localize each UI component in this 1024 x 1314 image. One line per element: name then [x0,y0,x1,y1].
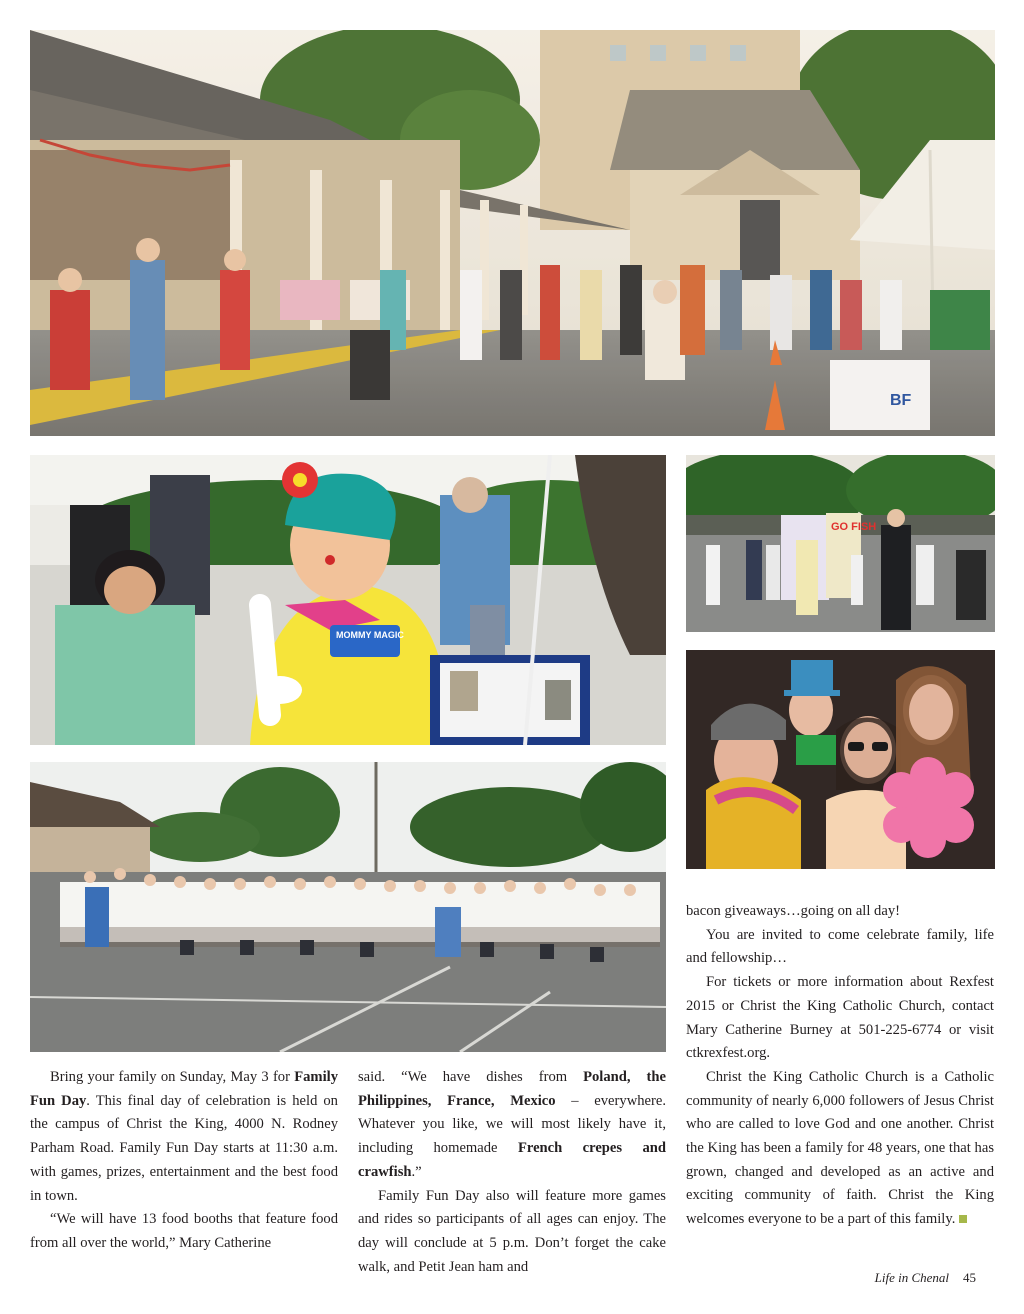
featured-food: French crepes and crawfish [358,1140,666,1180]
photo-festival-crowd [30,30,995,436]
text: – everywhere. Whatever you like, we will most likely have it, including homemade [358,1092,666,1157]
paragraph [30,1066,338,1208]
article-column-3 [686,900,994,1232]
magazine-name: Life in Chenal [874,1270,949,1285]
article-column-2 [358,1066,666,1279]
paragraph: You are invited to come celebrate family, life and fellowship… [686,926,994,967]
text: .” [411,1163,422,1180]
paragraph: Family Fun Day also will feature more games and rides so participants of all ages can enjoy. The day will conclude at 5 p.m. Don’t forget the cake walk, and Petit Jean ham and [358,1187,666,1275]
paragraph [358,1066,666,1185]
booth-sign-text: BF [890,392,912,409]
page-number: 45 [963,1270,976,1285]
paragraph: For tickets or more information about Rexfest 2015 or Christ the King Catholic Church, contact Mary Catherine Burney at 501-225-6774 or visit ctkrexfest.org. [686,974,994,1062]
paragraph [686,1066,994,1232]
end-of-article-square-icon [959,1215,967,1223]
article-column-1 [30,1066,338,1256]
page-footer [875,1270,976,1286]
paragraph: bacon giveaways…going on all day! [686,903,900,919]
paragraph: “We will have 13 food booths that feature food from all over the world,” Mary Catherine [30,1211,338,1251]
go-fish-sign-text: GO FISH [831,521,877,533]
text: Christ the King Catholic Church is a Catholic community of nearly 6,000 followers of Jesus Christ who are called to love God and one another. Christ the King has been a family for 48 years, one that has grown, changed and developed as an active and exciting community of faith. Christ the King welcomes everyone to be a part of this family. [686,1068,994,1228]
text: . This final day of celebration is held on the campus of Christ the King, 4000 N. Rodney Parham Road. Family Fun Day starts at 11:30 a.m. with games, prizes, entertainment and the best food in town. [30,1092,338,1204]
photo-clown [30,455,666,745]
photo-go-fish [686,455,995,632]
photo-fun-run [30,762,666,1052]
text: Bring your family on Sunday, May 3 for [50,1069,295,1085]
photo-photobooth [686,650,995,869]
countries: Poland, the Philippines, France, Mexico [358,1069,666,1109]
event-name: Family Fun Day [30,1069,338,1109]
text: said. “We have dishes from [358,1069,584,1085]
clown-badge-text: MOMMY MAGIC [336,630,404,640]
